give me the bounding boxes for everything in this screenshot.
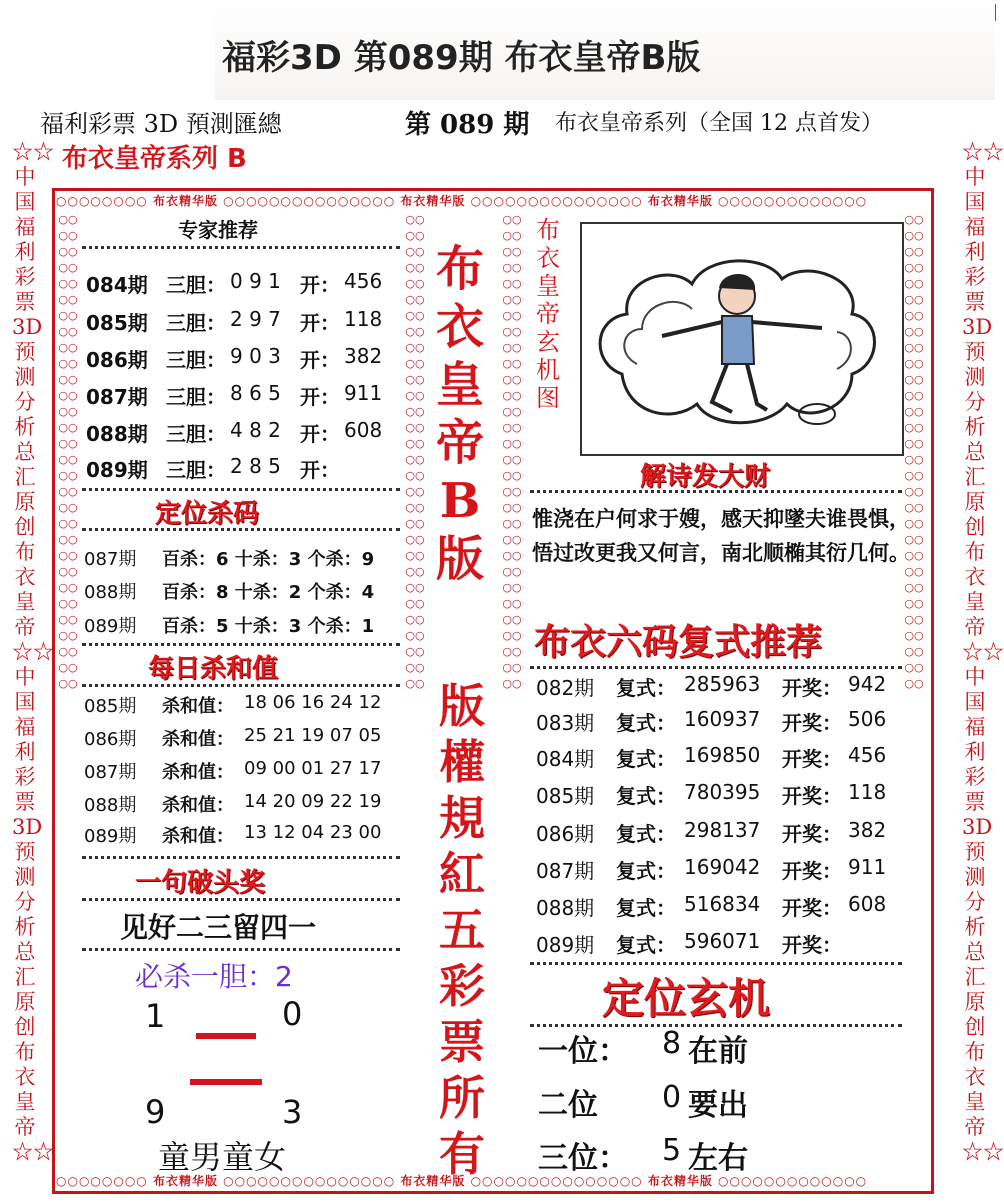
period: 086期 bbox=[86, 348, 148, 372]
period: 088期 bbox=[84, 795, 137, 816]
top-chain bbox=[56, 192, 924, 209]
diagram-short-bar bbox=[196, 1033, 256, 1039]
cartoon-cloud-figure bbox=[582, 224, 902, 454]
header-period: 第 089 期 bbox=[405, 110, 530, 140]
header-left: 福利彩票 3D 預測匯總 bbox=[40, 110, 282, 138]
lottery-poster bbox=[0, 100, 1004, 1203]
open-value: 382 bbox=[344, 344, 383, 368]
position-label: 三位： bbox=[538, 1141, 628, 1176]
open-label: 开： bbox=[300, 422, 340, 446]
prize-label: 开奖： bbox=[782, 784, 842, 808]
code: 160937 bbox=[684, 707, 761, 731]
open-label: 开： bbox=[300, 458, 340, 482]
prize-label: 开奖： bbox=[782, 822, 842, 846]
prize-value: 382 bbox=[848, 818, 887, 842]
values: 18 06 16 24 12 bbox=[244, 692, 382, 713]
period: 089期 bbox=[86, 458, 148, 482]
chain-rings: ○○○○○○○○○○○○○ bbox=[712, 194, 868, 208]
right-vertical-chain: ○○○○○○○○○○○○○○○○○○○○○○○○○○○○○○○○○○○○○○○○○○○○○○○○○○○○○○○○○○○○ bbox=[904, 213, 924, 690]
center-vertical-copyright: 版權規紅五彩票所有 bbox=[439, 679, 485, 1181]
prize-value: 506 bbox=[848, 707, 887, 731]
left-vertical-chain: ○○○○○○○○○○○○○○○○○○○○○○○○○○○○○○○○○○○○○○○○○○○○○○○○○○○○○○○○○○○○ bbox=[58, 213, 78, 690]
period: 089期 bbox=[536, 933, 595, 957]
prize-value: 456 bbox=[848, 743, 887, 767]
label: 复式： bbox=[616, 676, 676, 700]
position-label: 二位 bbox=[538, 1088, 598, 1123]
period: 083期 bbox=[536, 711, 595, 735]
period: 082期 bbox=[536, 676, 595, 700]
position-hint: 左右 bbox=[688, 1141, 748, 1176]
label: 杀和值： bbox=[162, 729, 234, 750]
values: 13 12 04 23 00 bbox=[244, 822, 382, 843]
xuanji-heading: 定位玄机 bbox=[602, 974, 771, 1023]
code: 596071 bbox=[684, 929, 761, 953]
prize-value: 608 bbox=[848, 892, 887, 916]
values: 14 20 09 22 19 bbox=[244, 791, 382, 812]
chain-rings: ○○○○○○○○○○○○○○○ bbox=[465, 1174, 648, 1188]
position-number: 8 bbox=[662, 1026, 682, 1061]
period: 087期 bbox=[536, 859, 595, 883]
label: 复式： bbox=[616, 822, 676, 846]
label: 杀和值： bbox=[162, 696, 234, 717]
chain-rings: ○○○○○○○○ bbox=[56, 1174, 153, 1188]
header-series: 布衣皇帝系列（全国 12 点首发） bbox=[555, 111, 883, 136]
chain-label: 布衣精华版 bbox=[152, 1174, 218, 1188]
label: 复式： bbox=[616, 933, 676, 957]
code: 169850 bbox=[684, 743, 761, 767]
code: 298137 bbox=[684, 818, 761, 842]
must-kill-text: 必杀一胆：2 bbox=[135, 960, 293, 993]
prize-label: 开奖： bbox=[782, 676, 842, 700]
label: 三胆： bbox=[166, 311, 226, 335]
chain-label: 布衣精华版 bbox=[400, 1174, 466, 1188]
prize-label: 开奖： bbox=[782, 896, 842, 920]
separator bbox=[82, 684, 400, 687]
chain-rings: ○○○○○○○○○○○○○○○ bbox=[465, 194, 648, 208]
period: 087期 bbox=[84, 762, 137, 783]
chain-label: 布衣精华版 bbox=[152, 194, 218, 208]
label: 三胆： bbox=[166, 273, 226, 297]
series-b-label: 布衣皇帝系列 B bbox=[62, 144, 247, 174]
label: 三胆： bbox=[166, 422, 226, 446]
six-code-heading: 布衣六码复式推荐 bbox=[534, 622, 823, 663]
prize-value: 911 bbox=[848, 855, 887, 879]
chain-rings: ○○○○○○○○○○○○○○○ bbox=[217, 1174, 401, 1188]
prize-label: 开奖： bbox=[782, 859, 842, 883]
values: 09 00 01 27 17 bbox=[244, 758, 382, 779]
one-phrase-text: 见好二三留四一 bbox=[120, 911, 317, 944]
daily-sum-heading: 每日杀和值 bbox=[148, 654, 279, 684]
prize-label: 开奖： bbox=[782, 711, 842, 735]
diagram-top-left: 1 bbox=[145, 997, 166, 1035]
position-number: 0 bbox=[662, 1080, 682, 1115]
code: 516834 bbox=[684, 892, 761, 916]
period: 087期 bbox=[86, 385, 148, 409]
position-number: 5 bbox=[662, 1133, 682, 1168]
page-title: 福彩3D 第089期 布衣皇帝B版 bbox=[222, 38, 701, 78]
period: 087期 bbox=[84, 549, 137, 570]
left-side-strip: ☆☆中国福利彩票3D预测分析总汇原创布衣皇帝☆☆中国福利彩票3D预测分析总汇原创布衣皇帝☆☆ bbox=[12, 140, 54, 1164]
poem-text: 惟浇在户何求于嫂，感天抑墜夫谁畏惧，悟过改更我又何言，南北顺椭其衍几何。 bbox=[532, 507, 910, 565]
open-label: 开： bbox=[300, 348, 340, 372]
label: 复式： bbox=[616, 859, 676, 883]
position-label: 一位： bbox=[538, 1034, 628, 1069]
separator bbox=[530, 666, 902, 669]
diagram-top-right: 0 bbox=[282, 995, 303, 1033]
chain-label: 布衣精华版 bbox=[647, 194, 713, 208]
kill-text: 百杀：5 十杀：3 个杀：1 bbox=[162, 616, 375, 637]
digits: 0 9 1 bbox=[230, 269, 281, 293]
chain-label: 布衣精华版 bbox=[647, 1174, 713, 1188]
open-label: 开： bbox=[300, 311, 340, 335]
expert-heading: 专家推荐 bbox=[178, 218, 258, 242]
period: 089期 bbox=[84, 826, 137, 847]
label: 三胆： bbox=[166, 458, 226, 482]
label: 复式： bbox=[616, 896, 676, 920]
chain-rings: ○○○○○○○○ bbox=[56, 194, 153, 208]
period: 088期 bbox=[84, 582, 137, 603]
label: 复式： bbox=[616, 711, 676, 735]
prize-label: 开奖： bbox=[782, 747, 842, 771]
chain-label: 布衣精华版 bbox=[400, 194, 466, 208]
values: 25 21 19 07 05 bbox=[244, 725, 382, 746]
prize-value: 942 bbox=[848, 672, 887, 696]
position-hint: 要出 bbox=[688, 1088, 748, 1123]
separator bbox=[530, 490, 902, 493]
separator bbox=[82, 898, 400, 901]
period: 084期 bbox=[536, 747, 595, 771]
period: 086期 bbox=[536, 822, 595, 846]
right-side-strip: ☆☆中国福利彩票3D预测分析总汇原创布衣皇帝☆☆中国福利彩票3D预测分析总汇原创布衣皇帝☆☆ bbox=[962, 140, 1004, 1164]
open-label: 开： bbox=[300, 385, 340, 409]
label: 复式： bbox=[616, 784, 676, 808]
position-hint: 在前 bbox=[688, 1034, 748, 1069]
separator bbox=[530, 962, 902, 965]
digits: 2 8 5 bbox=[230, 454, 281, 478]
period: 086期 bbox=[84, 729, 137, 750]
code: 285963 bbox=[684, 672, 761, 696]
chain-rings: ○○○○○○○○○○○○○ bbox=[712, 1174, 868, 1188]
open-value: 911 bbox=[344, 381, 383, 405]
separator bbox=[82, 488, 400, 491]
poem-heading: 解诗发大财 bbox=[640, 462, 771, 492]
period: 088期 bbox=[536, 896, 595, 920]
label: 复式： bbox=[616, 747, 676, 771]
open-value: 118 bbox=[344, 307, 383, 331]
label: 三胆： bbox=[166, 385, 226, 409]
code: 780395 bbox=[684, 780, 761, 804]
period: 089期 bbox=[84, 616, 137, 637]
diagram-bottom-right: 3 bbox=[282, 1093, 303, 1131]
separator bbox=[82, 948, 400, 951]
kill-text: 百杀：6 十杀：3 个杀：9 bbox=[162, 549, 375, 570]
cartoon-illustration bbox=[580, 222, 904, 456]
label: 杀和值： bbox=[162, 795, 234, 816]
label: 三胆： bbox=[166, 348, 226, 372]
label: 杀和值： bbox=[162, 826, 234, 847]
kill-text: 百杀：8 十杀：2 个杀：4 bbox=[162, 582, 375, 603]
digits: 8 6 5 bbox=[230, 381, 281, 405]
open-value: 456 bbox=[344, 269, 383, 293]
period: 085期 bbox=[536, 784, 595, 808]
prize-value: 118 bbox=[848, 780, 887, 804]
position-kill-heading: 定位杀码 bbox=[155, 499, 260, 529]
separator bbox=[82, 528, 400, 531]
xuanji-vertical-label: 布衣皇帝玄机图 bbox=[536, 216, 560, 412]
digits: 9 0 3 bbox=[230, 344, 281, 368]
digits: 4 8 2 bbox=[230, 418, 281, 442]
separator bbox=[82, 856, 400, 859]
label: 杀和值： bbox=[162, 762, 234, 783]
mid-left-vertical-chain: ○○○○○○○○○○○○○○○○○○○○○○○○○○○○○○○○○○○○○○○○○○○○○○○○○○○○○○○○○○○○ bbox=[405, 213, 425, 690]
period: 085期 bbox=[86, 311, 148, 335]
center-vertical-title: 布衣皇帝B版 bbox=[435, 241, 484, 587]
period: 084期 bbox=[86, 273, 148, 297]
open-value: 608 bbox=[344, 418, 383, 442]
digits: 2 9 7 bbox=[230, 307, 281, 331]
diagram-bottom-left: 9 bbox=[145, 1093, 166, 1131]
prize-label: 开奖： bbox=[782, 933, 842, 957]
one-phrase-heading: 一句破头奖 bbox=[135, 868, 266, 898]
period: 088期 bbox=[86, 422, 148, 446]
chain-rings: ○○○○○○○○○○○○○○○ bbox=[217, 194, 401, 208]
mid-right-vertical-chain: ○○○○○○○○○○○○○○○○○○○○○○○○○○○○○○○○○○○○○○○○○○○○○○○○○○○○○○○○○○○○ bbox=[502, 213, 522, 690]
code: 169042 bbox=[684, 855, 761, 879]
separator bbox=[82, 643, 400, 646]
diagram-caption: 童男童女 bbox=[158, 1138, 287, 1176]
open-label: 开： bbox=[300, 273, 340, 297]
separator bbox=[82, 246, 400, 249]
period: 085期 bbox=[84, 696, 137, 717]
diagram-long-bar bbox=[190, 1079, 262, 1085]
